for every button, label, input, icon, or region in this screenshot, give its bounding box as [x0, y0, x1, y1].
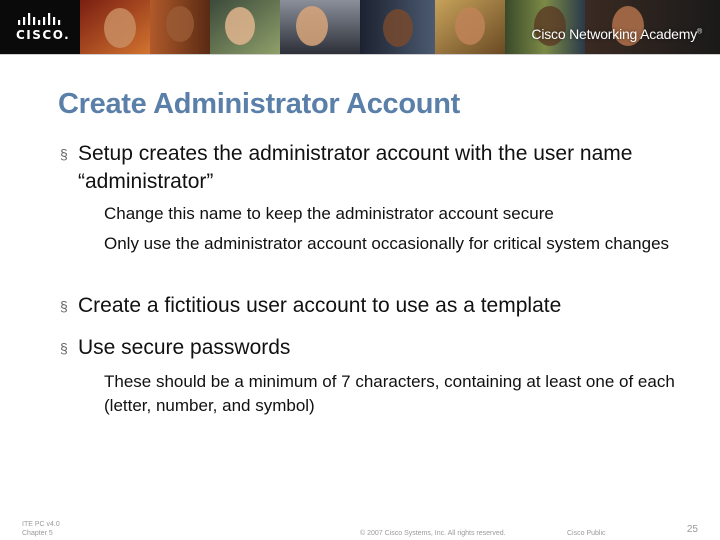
bullet-marker-icon: § [60, 146, 68, 162]
cisco-bridge-icon [18, 13, 66, 27]
bullet-marker-icon: § [60, 298, 68, 314]
sub-bullet-1-1: Change this name to keep the administrator account secure [104, 204, 554, 223]
bullet-1 [60, 140, 670, 196]
bullet-text: Setup creates the administrator account with the user name “administrator” [78, 142, 633, 193]
footer-copyright: © 2007 Cisco Systems, Inc. All rights reserved. [360, 530, 506, 537]
footer-course: ITE PC v4.0 [22, 521, 60, 528]
bullet-text: Create a fictitious user account to use as a template [78, 294, 562, 317]
bullet-3 [60, 334, 670, 362]
header-divider [0, 54, 720, 55]
page-number: 25 [686, 524, 698, 535]
footer-chapter: Chapter 5 [22, 530, 53, 537]
sub-bullet-1-2: Only use the administrator account occasionally for critical system changes [104, 234, 670, 253]
cisco-logo [0, 0, 80, 54]
bullet-2 [60, 292, 670, 320]
bullet-text: Use secure passwords [78, 336, 291, 359]
slide-title: Create Administrator Account [58, 88, 460, 120]
cisco-wordmark: CISCO. [16, 28, 71, 42]
sub-bullet-3-1: These should be a minimum of 7 characters, containing at least one of each (letter, number, and symbol) [104, 372, 675, 415]
academy-name: Cisco Networking Academy® [531, 26, 702, 42]
bullet-marker-icon: § [60, 340, 68, 356]
header-banner [0, 0, 720, 54]
footer-classification: Cisco Public [567, 530, 606, 537]
